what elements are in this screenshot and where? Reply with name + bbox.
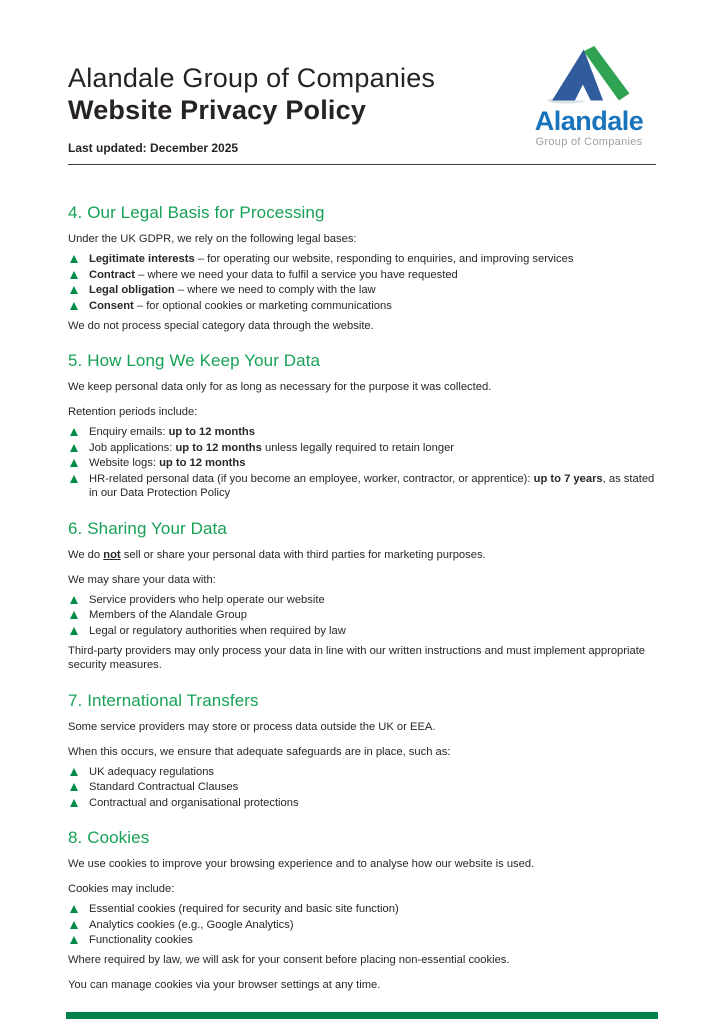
paragraph	[68, 573, 658, 588]
bullet-triangle-icon	[70, 255, 78, 263]
bullet-triangle-icon	[70, 627, 78, 635]
paragraph	[68, 380, 658, 395]
bullet-text	[89, 441, 454, 456]
bullet-list	[68, 425, 658, 501]
bullet-triangle-icon	[70, 302, 78, 310]
paragraph	[68, 720, 658, 735]
policy-section	[68, 203, 658, 333]
section-heading: 8. Cookies	[68, 828, 150, 847]
text-segment: Essential cookies (required for security and basic site function)	[89, 903, 399, 915]
paragraph	[68, 882, 658, 897]
section-heading: 7. International Transfers	[68, 690, 259, 710]
text-segment: We do not process special category data through the website.	[68, 319, 374, 332]
logo-mountain-icon	[545, 44, 633, 106]
paragraph	[68, 548, 658, 563]
text-segment: Members of the Alandale Group	[89, 609, 247, 621]
bullet-text	[89, 283, 376, 298]
emphasis-text: not	[103, 548, 121, 561]
text-segment: – where we need to comply with the law	[174, 284, 376, 296]
document-header	[0, 0, 724, 155]
policy-section	[68, 828, 658, 993]
text-segment: unless legally required to retain longer	[261, 441, 455, 454]
bullet-item	[68, 918, 658, 933]
text-segment: UK adequacy regulations	[89, 765, 215, 778]
bullet-item	[68, 268, 658, 283]
bullet-list	[68, 902, 658, 948]
text-segment: sell or share your personal data with third parties for marketing purposes.	[120, 548, 486, 561]
text-segment: , as stated in our Data Protection Policy	[89, 472, 655, 499]
text-segment: HR-related personal data (if you become an employee, worker, contractor, or apprentice):	[89, 472, 534, 485]
text-segment: Analytics cookies (e.g., Google Analytics)	[89, 918, 294, 931]
paragraph	[68, 232, 658, 247]
bullet-text	[89, 608, 247, 623]
bullet-item	[68, 933, 658, 948]
bullet-item	[68, 252, 658, 267]
bullet-item	[68, 299, 658, 314]
bullet-item	[68, 472, 658, 501]
bullet-item	[68, 441, 658, 456]
text-segment: – where we need your data to fulfil a service you have requested	[135, 268, 458, 281]
bullet-text	[89, 765, 214, 780]
text-segment: Functionality cookies	[89, 934, 193, 946]
text-segment: Job applications:	[89, 441, 176, 454]
bullet-item	[68, 593, 658, 608]
emphasis-text: Consent	[89, 299, 134, 312]
bullet-triangle-icon	[70, 936, 78, 944]
text-segment: – for optional cookies or marketing communications	[133, 299, 392, 312]
bullet-text	[89, 780, 238, 795]
section-heading: 5. How Long We Keep Your Data	[68, 351, 321, 370]
bullet-triangle-icon	[70, 921, 78, 929]
bullet-list	[68, 593, 658, 639]
policy-section	[68, 351, 658, 501]
logo-tagline: Group of Companies	[535, 136, 643, 148]
text-segment: Some service providers may store or process data outside the UK or EEA.	[68, 720, 436, 733]
company-logo	[516, 44, 662, 149]
bullet-triangle-icon	[70, 428, 78, 436]
bullet-item	[68, 624, 658, 639]
bullet-triangle-icon	[70, 768, 78, 776]
paragraph	[68, 644, 658, 673]
emphasis-text: Legitimate interests	[89, 253, 195, 265]
text-segment: Enquiry emails:	[89, 426, 169, 438]
bullet-text	[89, 624, 346, 639]
bullet-text	[89, 796, 299, 811]
emphasis-text: up to 12 months	[159, 457, 246, 469]
bullet-item	[68, 283, 658, 298]
footer-accent-bar	[66, 1012, 658, 1019]
text-segment: We keep personal data only for as long as necessary for the purpose it was collected.	[68, 381, 492, 393]
policy-section	[68, 691, 658, 811]
bullet-text	[89, 918, 294, 933]
document-sections	[0, 203, 724, 993]
text-segment: Cookies may include:	[68, 883, 175, 895]
logo-wordmark: Alandale	[534, 106, 644, 136]
emphasis-text: Contract	[89, 268, 135, 281]
bullet-item	[68, 902, 658, 917]
paragraph	[68, 953, 658, 968]
section-heading: 4. Our Legal Basis for Processing	[68, 203, 325, 222]
bullet-triangle-icon	[70, 783, 78, 791]
text-segment: Retention periods include:	[68, 406, 198, 418]
paragraph	[68, 857, 658, 872]
text-segment: When this occurs, we ensure that adequate safeguards are in place, such as:	[68, 745, 451, 758]
bullet-triangle-icon	[70, 799, 78, 807]
header-divider	[68, 164, 656, 165]
emphasis-text: Legal obligation	[89, 284, 175, 296]
paragraph	[68, 745, 658, 760]
bullet-triangle-icon	[70, 271, 78, 279]
bullet-list	[68, 252, 658, 313]
text-segment: Service providers who help operate our website	[89, 593, 325, 606]
text-segment: We do	[68, 548, 104, 561]
bullet-text	[89, 425, 255, 440]
bullet-list	[68, 765, 658, 811]
text-segment: – for operating our website, responding to enquiries, and improving services	[194, 253, 574, 265]
emphasis-text: up to 7 years	[533, 472, 603, 485]
bullet-text	[89, 933, 193, 948]
bullet-item	[68, 608, 658, 623]
text-segment: Under the UK GDPR, we rely on the following legal bases:	[68, 233, 357, 245]
bullet-triangle-icon	[70, 475, 78, 483]
text-segment: Standard Contractual Clauses	[89, 781, 239, 793]
bullet-item	[68, 456, 658, 471]
bullet-triangle-icon	[70, 905, 78, 913]
bullet-item	[68, 796, 658, 811]
bullet-triangle-icon	[70, 459, 78, 467]
bullet-text	[89, 902, 399, 917]
bullet-item	[68, 765, 658, 780]
bullet-triangle-icon	[70, 596, 78, 604]
paragraph	[68, 319, 658, 334]
bullet-text	[89, 252, 573, 267]
text-segment: You can manage cookies via your browser settings at any time.	[68, 979, 381, 991]
bullet-text	[89, 456, 245, 471]
bullet-text	[89, 268, 458, 283]
text-segment: Website logs:	[89, 457, 160, 469]
text-segment: Contractual and organisational protections	[89, 796, 299, 809]
section-heading: 6. Sharing Your Data	[68, 518, 227, 538]
page-title: Website Privacy Policy	[68, 95, 367, 125]
bullet-item	[68, 425, 658, 440]
paragraph	[68, 405, 658, 420]
bullet-text	[89, 472, 658, 501]
text-segment: Where required by law, we will ask for your consent before placing non-essential cookies.	[68, 954, 510, 966]
text-segment: Third-party providers may only process your data in line with our written instructions and must implement appropriate security measures.	[68, 644, 646, 671]
bullet-triangle-icon	[70, 611, 78, 619]
bullet-text	[89, 299, 392, 314]
bullet-triangle-icon	[70, 286, 78, 294]
text-segment: We use cookies to improve your browsing experience and to analyse how our website is used.	[68, 858, 535, 870]
bullet-text	[89, 593, 325, 608]
company-name-title: Alandale Group of Companies	[68, 63, 436, 93]
policy-section	[68, 519, 658, 673]
paragraph	[68, 978, 658, 993]
last-updated-text: Last updated: December 2025	[68, 141, 239, 155]
emphasis-text: up to 12 months	[175, 441, 262, 454]
emphasis-text: up to 12 months	[168, 426, 255, 438]
bullet-item	[68, 780, 658, 795]
bullet-triangle-icon	[70, 444, 78, 452]
text-segment: We may share your data with:	[68, 573, 216, 586]
text-segment: Legal or regulatory authorities when required by law	[89, 624, 346, 637]
